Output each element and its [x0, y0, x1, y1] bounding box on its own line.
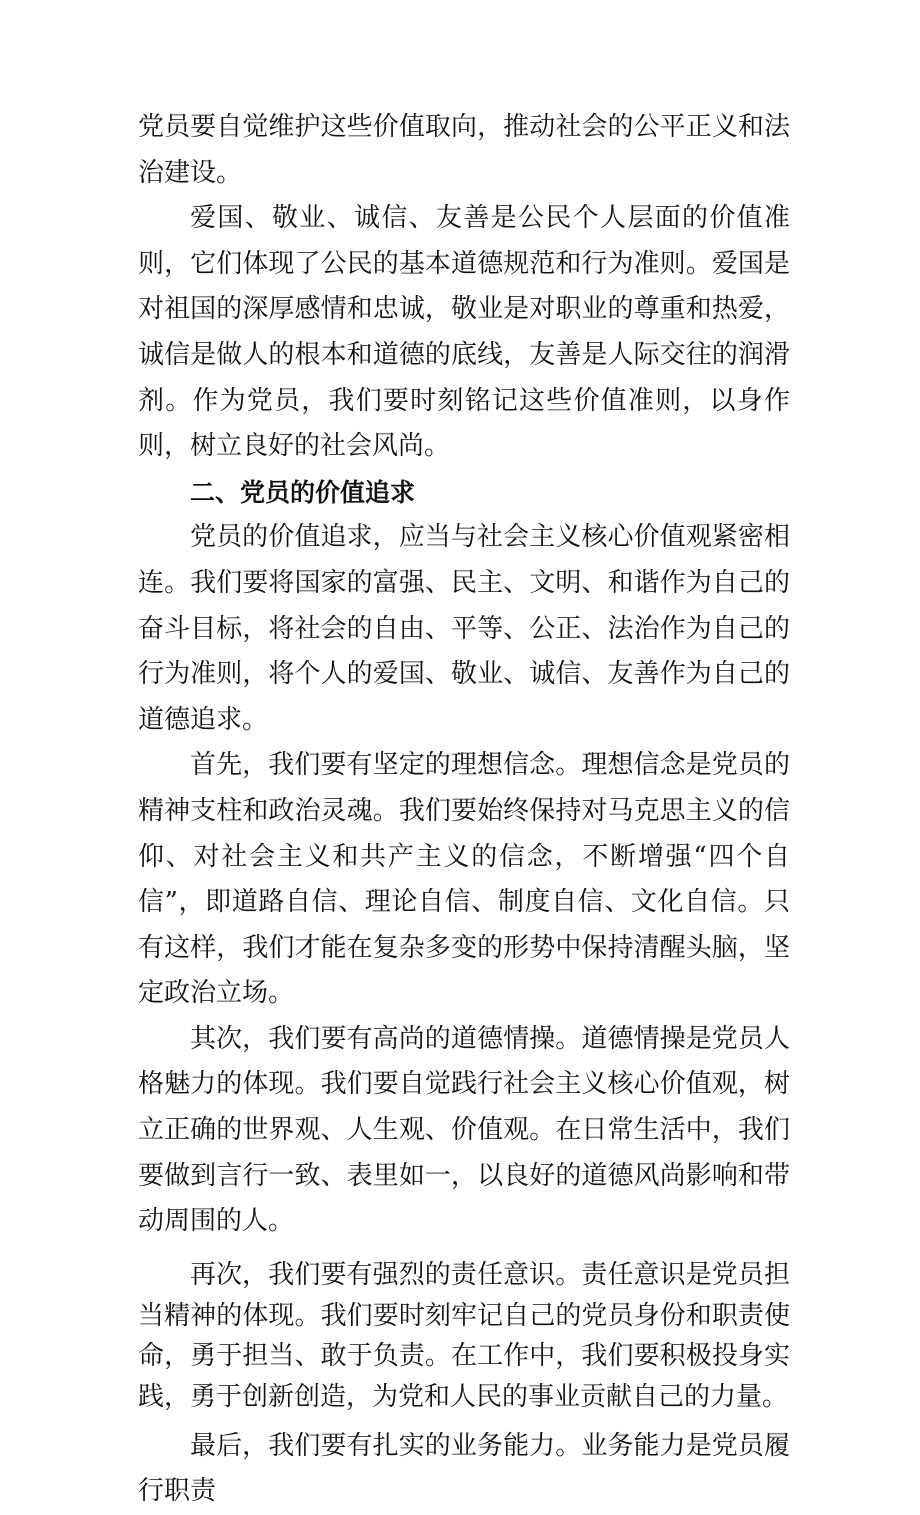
paragraph-moral-character: 其次，我们要有高尚的道德情操。道德情操是党员人格魅力的体现。我们要自觉践行社会主义核心价值观，树立正确的世界观、人生观、价值观。在日常生活中，我们要做到言行一致、表里如一，以良好的道德风尚影响和带动周围的人。 [138, 1023, 790, 1237]
paragraph-value-pursuit: 党员的价值追求，应当与社会主义核心价值观紧密相连。我们要将国家的富强、民主、文明、和谐作为自己的奋斗目标，将社会的自由、平等、公正、法治作为自己的行为准则，将个人的爱国、敬业、诚信、友善作为自己的道德追求。 [138, 522, 790, 735]
paragraph-ideals-beliefs: 首先，我们要有坚定的理想信念。理想信念是党员的精神支柱和政治灵魂。我们要始终保持对马克思主义的信仰、对社会主义和共产主义的信念，不断增强“四个自信”，即道路自信、理论自信、制度自信、文化自信。只有这样，我们才能在复杂多变的形势中保持清醒头脑，坚定政治立场。 [138, 750, 790, 1009]
document-body [138, 105, 790, 1515]
paragraph-responsibility: 再次，我们要有强烈的责任意识。责任意识是党员担当精神的体现。我们要时刻牢记自己的党员身份和职责使命，勇于担当、敢于负责。在工作中，我们要积极投身实践，勇于创新创造，为党和人民的事业贡献自己的力量。 [138, 1259, 790, 1412]
section-heading: 二、党员的价值追求 [190, 477, 416, 507]
paragraph-professional-ability: 最后，我们要有扎实的业务能力。业务能力是党员履行职责 [138, 1430, 790, 1507]
paragraph-continued: 党员要自觉维护这些价值取向，推动社会的公平正义和法治建设。 [138, 112, 790, 188]
paragraph-personal-values: 爱国、敬业、诚信、友善是公民个人层面的价值准则，它们体现了公民的基本道德规范和行为准则。爱国是对祖国的深厚感情和忠诚，敬业是对职业的尊重和热爱，诚信是做人的根本和道德的底线，友善是人际交往的润滑剂。作为党员，我们要时刻铭记这些价值准则，以身作则，树立良好的社会风尚。 [138, 203, 790, 462]
